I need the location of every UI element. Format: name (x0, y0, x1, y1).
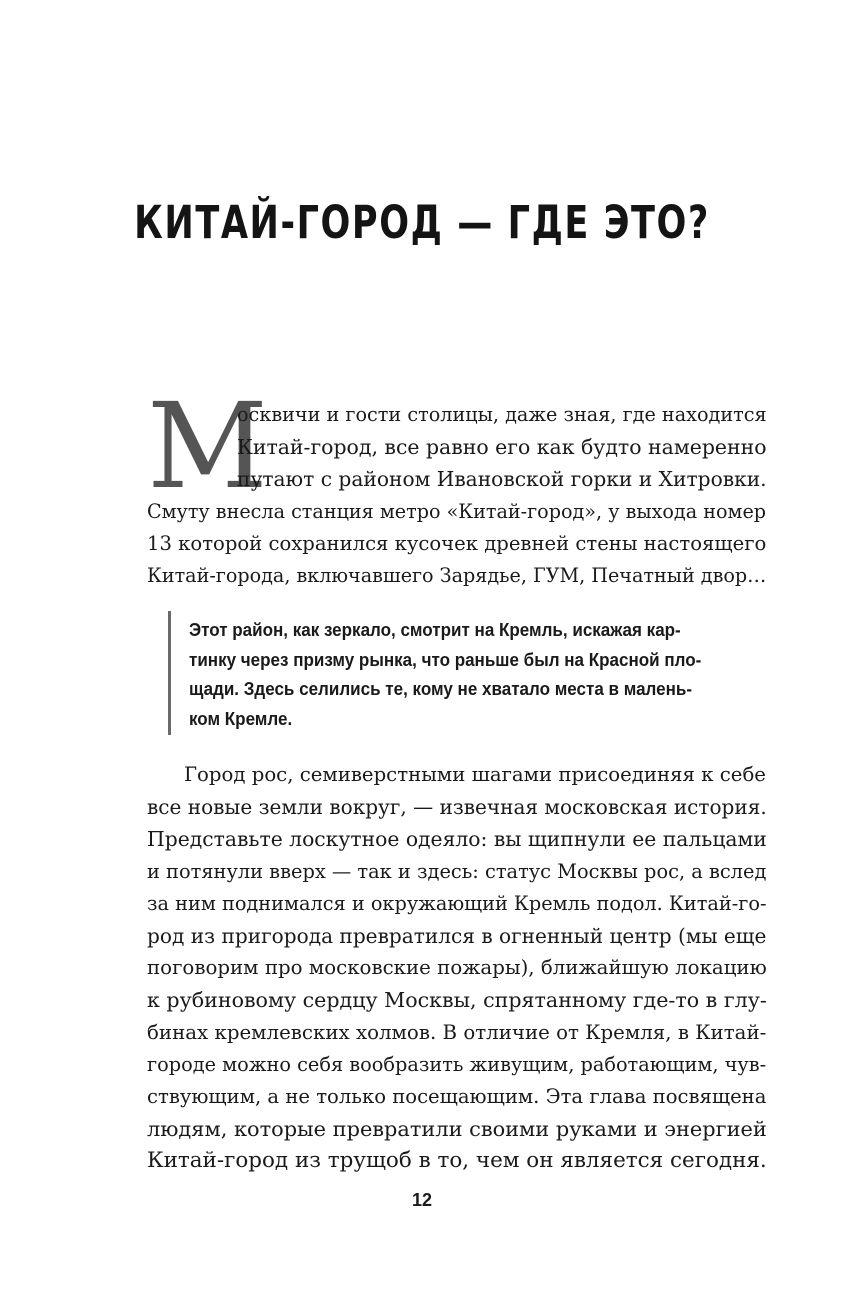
text-line: род из пригорода превратился в огненный центр (мы еще (147, 924, 767, 949)
text-line: Китай-город, все равно его как будто намеренно (237, 435, 767, 460)
text-line: поговорим про московские пожары), ближайшую локацию (147, 956, 767, 980)
page-title: КИТАЙ-ГОРОД — ГДЕ ЭТО? (134, 196, 710, 249)
text-line: щади. Здесь селились те, кому не хватало места в малень- (189, 678, 693, 700)
text-line: людям, которые превратили своими руками и энергией (147, 1117, 767, 1142)
text-line: городе можно себя вообразить живущим, работающим, чув- (147, 1052, 767, 1076)
page-number: 12 (411, 1190, 433, 1210)
drop-cap-letter: М (147, 377, 268, 515)
text-line: Китай-город из трущоб в то, чем он является сегодня. (147, 1148, 767, 1174)
body-paragraph (147, 759, 767, 1178)
text-line: Смуту внесла станция метро «Китай-город», у выхода номер (147, 499, 767, 523)
text-line: путают с районом Ивановской горки и Хитровки. (237, 467, 767, 492)
text-line: Этот район, как зеркало, смотрит на Кремль, искажая кар- (189, 619, 681, 640)
text-line: Город рос, семиверстными шагами присоединяя к себе (184, 763, 766, 786)
text-line: тинку через призму рынка, что раньше был на Красной пло- (189, 648, 702, 670)
text-line: ствующим, а не только посещающим. Эта глава посвящена (147, 1085, 767, 1109)
text-line: все новые земли вокруг, — извечная московская история. (147, 795, 767, 820)
pull-quote (168, 611, 771, 735)
text-line: 13 которой сохранился кусочек древней стены настоящего (147, 531, 767, 555)
text-line: Китай-города, включавшего Зарядье, ГУМ, Печатный двор… (147, 564, 767, 588)
text-line: Представьте лоскутное одеяло: вы щипнули ее пальцами (147, 827, 767, 852)
text-line: бинах кремлевских холмов. В отличие от Кремля, в Китай- (147, 1020, 767, 1044)
intro-paragraph (147, 399, 767, 592)
text-line: ком Кремле. (189, 707, 293, 729)
text-line: осквичи и гости столицы, даже зная, где находится (237, 403, 767, 426)
text-line: и потянули вверх — так и здесь: статус Москвы рос, а вслед (147, 859, 767, 883)
text-line: к рубиновому сердцу Москвы, спрятанному где-то в глу- (147, 988, 767, 1013)
text-line: за ним поднимался и окружающий Кремль подол. Китай-го- (147, 891, 767, 915)
pull-quote-text (189, 615, 746, 733)
